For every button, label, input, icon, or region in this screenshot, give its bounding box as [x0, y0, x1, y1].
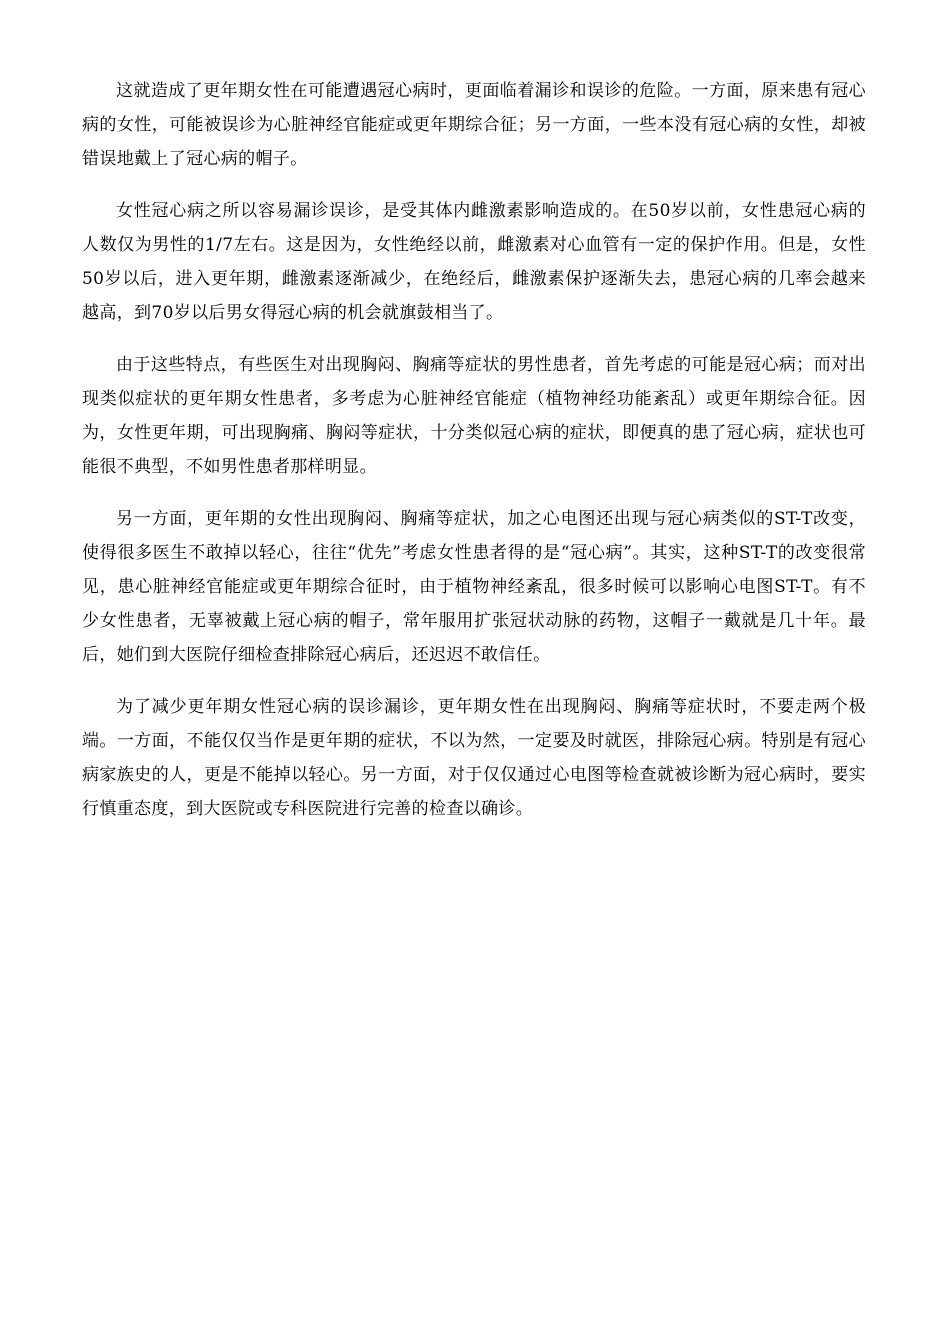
paragraph-4: 另一方面，更年期的女性出现胸闷、胸痛等症状，加之心电图还出现与冠心病类似的ST-T改变，使得很多医生不敢掉以轻心，往往“优先”考虑女性患者得的是“冠心病”。其实，这种ST-T的改变很常见，患心脏神经官能症或更年期综合征时，由于植物神经紊乱，很多时候可以影响心电图ST-T。有不少女性患者，无辜被戴上冠心病的帽子，常年服用扩张冠状动脉的药物，这帽子一戴就是几十年。最后，她们到大医院仔细检查排除冠心病后，还迟迟不敢信任。	[82, 509, 866, 665]
article-body	[82, 74, 866, 844]
paragraph-2: 女性冠心病之所以容易漏诊误诊，是受其体内雌激素影响造成的。在50岁以前，女性患冠心病的人数仅为男性的1/7左右。这是因为，女性绝经以前，雌激素对心血管有一定的保护作用。但是，女性50岁以后，进入更年期，雌激素逐渐减少，在绝经后，雌激素保护逐渐失去，患冠心病的几率会越来越高，到70岁以后男女得冠心病的机会就旗鼓相当了。	[82, 201, 866, 323]
paragraph-3: 由于这些特点，有些医生对出现胸闷、胸痛等症状的男性患者，首先考虑的可能是冠心病；而对出现类似症状的更年期女性患者，多考虑为心脏神经官能症（植物神经功能紊乱）或更年期综合征。因为，女性更年期，可出现胸痛、胸闷等症状，十分类似冠心病的症状，即便真的患了冠心病，症状也可能很不典型，不如男性患者那样明显。	[82, 355, 866, 477]
paragraph-5: 为了减少更年期女性冠心病的误诊漏诊，更年期女性在出现胸闷、胸痛等症状时，不要走两个极端。一方面，不能仅仅当作是更年期的症状，不以为然，一定要及时就医，排除冠心病。特别是有冠心病家族史的人，更是不能掉以轻心。另一方面，对于仅仅通过心电图等检查就被诊断为冠心病时，要实行慎重态度，到大医院或专科医院进行完善的检查以确诊。	[82, 697, 866, 819]
paragraph-1: 这就造成了更年期女性在可能遭遇冠心病时，更面临着漏诊和误诊的危险。一方面，原来患有冠心病的女性，可能被误诊为心脏神经官能症或更年期综合征；另一方面，一些本没有冠心病的女性，却被错误地戴上了冠心病的帽子。	[82, 81, 866, 169]
